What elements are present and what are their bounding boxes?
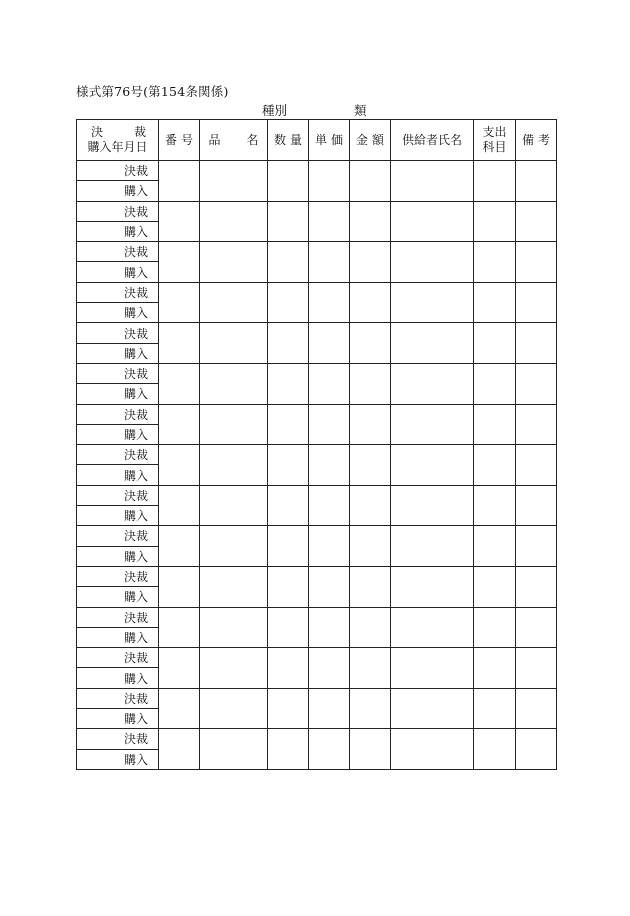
category-suffix: 類: [354, 103, 367, 118]
unit-price-cell[interactable]: [309, 201, 350, 242]
approval-label: 決裁: [77, 445, 159, 465]
table-row: [77, 323, 557, 343]
amount-cell[interactable]: [350, 485, 391, 526]
item-name-cell[interactable]: [200, 688, 268, 729]
account-cell[interactable]: [474, 445, 516, 486]
account-cell[interactable]: [474, 161, 516, 202]
table-row: [77, 485, 557, 505]
unit-price-cell[interactable]: [309, 242, 350, 283]
supplier-cell[interactable]: [391, 566, 474, 607]
quantity-cell[interactable]: [268, 729, 309, 770]
table-row: [77, 363, 557, 383]
remarks-cell[interactable]: [516, 445, 557, 486]
remarks-cell[interactable]: [516, 526, 557, 567]
account-cell[interactable]: [474, 363, 516, 404]
amount-cell[interactable]: [350, 688, 391, 729]
table-row: [77, 282, 557, 302]
amount-cell[interactable]: [350, 566, 391, 607]
approval-label: 決裁: [77, 363, 159, 383]
unit-price-cell[interactable]: [309, 323, 350, 364]
remarks-cell[interactable]: [516, 161, 557, 202]
remarks-cell[interactable]: [516, 485, 557, 526]
supplier-cell[interactable]: [391, 282, 474, 323]
unit-price-cell[interactable]: [309, 485, 350, 526]
quantity-cell[interactable]: [268, 242, 309, 283]
number-cell[interactable]: [159, 201, 200, 242]
amount-cell[interactable]: [350, 282, 391, 323]
purchase-label: 購入: [77, 262, 159, 282]
remarks-cell[interactable]: [516, 404, 557, 445]
supplier-cell[interactable]: [391, 526, 474, 567]
header-amount: 金 額: [350, 120, 391, 161]
header-supplier: 供給者氏名: [391, 120, 474, 161]
quantity-cell[interactable]: [268, 323, 309, 364]
remarks-cell[interactable]: [516, 648, 557, 689]
approval-label: 決裁: [77, 688, 159, 708]
quantity-cell[interactable]: [268, 485, 309, 526]
approval-label: 決裁: [77, 323, 159, 343]
supplier-cell[interactable]: [391, 485, 474, 526]
unit-price-cell[interactable]: [309, 282, 350, 323]
quantity-cell[interactable]: [268, 161, 309, 202]
approval-label: 決裁: [77, 201, 159, 221]
supplier-cell[interactable]: [391, 323, 474, 364]
amount-cell[interactable]: [350, 363, 391, 404]
purchase-label: 購入: [77, 506, 159, 526]
amount-cell[interactable]: [350, 201, 391, 242]
number-cell[interactable]: [159, 161, 200, 202]
number-cell[interactable]: [159, 404, 200, 445]
number-cell[interactable]: [159, 648, 200, 689]
supplier-cell[interactable]: [391, 729, 474, 770]
supplier-cell[interactable]: [391, 161, 474, 202]
table-row: [77, 688, 557, 708]
account-cell[interactable]: [474, 566, 516, 607]
quantity-cell[interactable]: [268, 607, 309, 648]
quantity-cell[interactable]: [268, 201, 309, 242]
remarks-cell[interactable]: [516, 688, 557, 729]
table-row: [77, 648, 557, 668]
form-number: 様式第76号(第154条関係): [76, 84, 229, 99]
account-cell[interactable]: [474, 201, 516, 242]
quantity-cell[interactable]: [268, 566, 309, 607]
approval-label: 決裁: [77, 242, 159, 262]
table-row: [77, 242, 557, 262]
unit-price-cell[interactable]: [309, 729, 350, 770]
purchase-label: 購入: [77, 668, 159, 688]
purchase-label: 購入: [77, 303, 159, 323]
account-cell[interactable]: [474, 323, 516, 364]
supplier-cell[interactable]: [391, 404, 474, 445]
category-label: 種別: [262, 103, 288, 118]
quantity-cell[interactable]: [268, 688, 309, 729]
item-name-cell[interactable]: [200, 242, 268, 283]
amount-cell[interactable]: [350, 729, 391, 770]
supplier-cell[interactable]: [391, 688, 474, 729]
table-row: [77, 607, 557, 627]
supplier-cell[interactable]: [391, 607, 474, 648]
unit-price-cell[interactable]: [309, 688, 350, 729]
purchase-label: 購入: [77, 627, 159, 647]
header-item-name: 品 名: [200, 120, 268, 161]
remarks-cell[interactable]: [516, 729, 557, 770]
item-name-cell[interactable]: [200, 323, 268, 364]
header-date: 決 裁 購入年月日: [77, 120, 159, 161]
header-remarks: 備 考: [516, 120, 557, 161]
supplier-cell[interactable]: [391, 445, 474, 486]
number-cell[interactable]: [159, 566, 200, 607]
quantity-cell[interactable]: [268, 526, 309, 567]
header-quantity: 数 量: [268, 120, 309, 161]
table-row: [77, 566, 557, 586]
supplier-cell[interactable]: [391, 363, 474, 404]
remarks-cell[interactable]: [516, 363, 557, 404]
header-account: 支出 科目: [474, 120, 516, 161]
table-body: [77, 161, 557, 770]
purchase-label: 購入: [77, 221, 159, 241]
approval-label: 決裁: [77, 526, 159, 546]
item-name-cell[interactable]: [200, 648, 268, 689]
supplier-cell[interactable]: [391, 648, 474, 689]
item-name-cell[interactable]: [200, 445, 268, 486]
account-cell[interactable]: [474, 607, 516, 648]
item-name-cell[interactable]: [200, 607, 268, 648]
unit-price-cell[interactable]: [309, 445, 350, 486]
amount-cell[interactable]: [350, 242, 391, 283]
approval-label: 決裁: [77, 161, 159, 181]
unit-price-cell[interactable]: [309, 526, 350, 567]
header-unit-price: 単 価: [309, 120, 350, 161]
item-name-cell[interactable]: [200, 485, 268, 526]
unit-price-cell[interactable]: [309, 161, 350, 202]
amount-cell[interactable]: [350, 323, 391, 364]
approval-label: 決裁: [77, 648, 159, 668]
amount-cell[interactable]: [350, 607, 391, 648]
purchase-label: 購入: [77, 343, 159, 363]
account-cell[interactable]: [474, 648, 516, 689]
number-cell[interactable]: [159, 242, 200, 283]
approval-label: 決裁: [77, 607, 159, 627]
unit-price-cell[interactable]: [309, 404, 350, 445]
number-cell[interactable]: [159, 729, 200, 770]
quantity-cell[interactable]: [268, 363, 309, 404]
account-cell[interactable]: [474, 688, 516, 729]
purchase-label: 購入: [77, 181, 159, 201]
number-cell[interactable]: [159, 445, 200, 486]
number-cell[interactable]: [159, 323, 200, 364]
item-name-cell[interactable]: [200, 566, 268, 607]
amount-cell[interactable]: [350, 161, 391, 202]
remarks-cell[interactable]: [516, 607, 557, 648]
unit-price-cell[interactable]: [309, 648, 350, 689]
unit-price-cell[interactable]: [309, 363, 350, 404]
purchase-record-table: [76, 119, 557, 770]
account-cell[interactable]: [474, 282, 516, 323]
account-cell[interactable]: [474, 404, 516, 445]
number-cell[interactable]: [159, 282, 200, 323]
remarks-cell[interactable]: [516, 323, 557, 364]
number-cell[interactable]: [159, 485, 200, 526]
amount-cell[interactable]: [350, 526, 391, 567]
unit-price-cell[interactable]: [309, 607, 350, 648]
purchase-label: 購入: [77, 587, 159, 607]
purchase-label: 購入: [77, 424, 159, 444]
approval-label: 決裁: [77, 729, 159, 749]
item-name-cell[interactable]: [200, 282, 268, 323]
purchase-label: 購入: [77, 465, 159, 485]
number-cell[interactable]: [159, 607, 200, 648]
table-row: [77, 404, 557, 424]
table-row: [77, 526, 557, 546]
quantity-cell[interactable]: [268, 404, 309, 445]
header-row: [77, 120, 557, 161]
unit-price-cell[interactable]: [309, 566, 350, 607]
remarks-cell[interactable]: [516, 242, 557, 283]
amount-cell[interactable]: [350, 445, 391, 486]
amount-cell[interactable]: [350, 648, 391, 689]
purchase-label: 購入: [77, 709, 159, 729]
number-cell[interactable]: [159, 688, 200, 729]
item-name-cell[interactable]: [200, 363, 268, 404]
table-row: [77, 161, 557, 181]
remarks-cell[interactable]: [516, 282, 557, 323]
table-row: [77, 729, 557, 749]
approval-label: 決裁: [77, 404, 159, 424]
table-row: [77, 201, 557, 221]
table-row: [77, 445, 557, 465]
approval-label: 決裁: [77, 485, 159, 505]
purchase-label: 購入: [77, 546, 159, 566]
quantity-cell[interactable]: [268, 445, 309, 486]
number-cell[interactable]: [159, 363, 200, 404]
header-number: 番 号: [159, 120, 200, 161]
item-name-cell[interactable]: [200, 729, 268, 770]
amount-cell[interactable]: [350, 404, 391, 445]
remarks-cell[interactable]: [516, 201, 557, 242]
account-cell[interactable]: [474, 729, 516, 770]
quantity-cell[interactable]: [268, 282, 309, 323]
item-name-cell[interactable]: [200, 404, 268, 445]
purchase-label: 購入: [77, 384, 159, 404]
supplier-cell[interactable]: [391, 201, 474, 242]
number-cell[interactable]: [159, 526, 200, 567]
purchase-label: 購入: [77, 749, 159, 769]
remarks-cell[interactable]: [516, 566, 557, 607]
approval-label: 決裁: [77, 282, 159, 302]
supplier-cell[interactable]: [391, 242, 474, 283]
account-cell[interactable]: [474, 485, 516, 526]
quantity-cell[interactable]: [268, 648, 309, 689]
item-name-cell[interactable]: [200, 161, 268, 202]
approval-label: 決裁: [77, 566, 159, 586]
item-name-cell[interactable]: [200, 526, 268, 567]
account-cell[interactable]: [474, 526, 516, 567]
item-name-cell[interactable]: [200, 201, 268, 242]
account-cell[interactable]: [474, 242, 516, 283]
